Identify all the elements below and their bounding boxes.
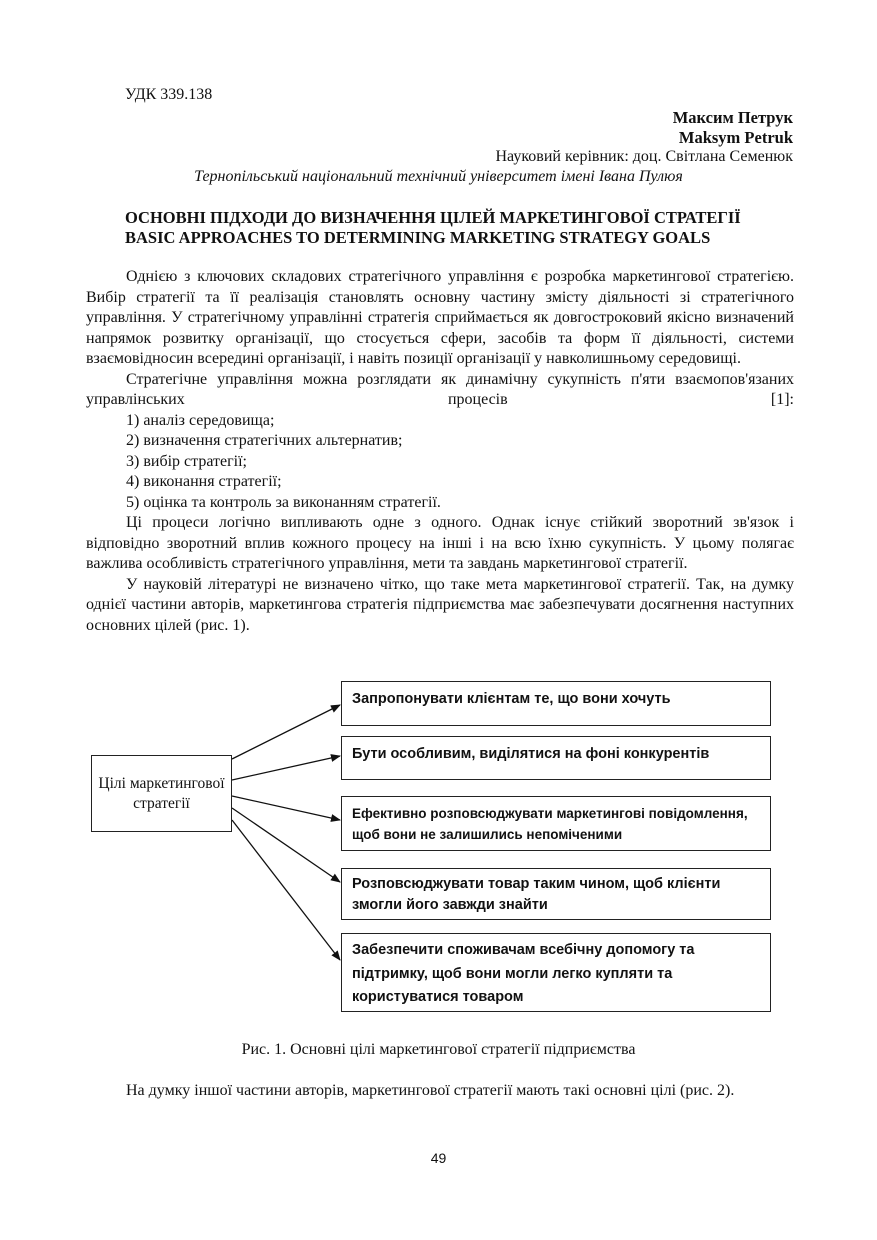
arrow-to-goal-4 <box>232 808 340 882</box>
paragraph-5: На думку іншої частини авторів, маркетингової стратегії мають такі основні цілі (рис. 2). <box>126 1082 735 1099</box>
university-line: Тернопільський національний технічний університет імені Івана Пулюя <box>194 168 683 185</box>
arrow-to-goal-1 <box>232 705 340 759</box>
goal-box-2: Бути особливим, виділятися на фоні конкурентів <box>341 736 771 780</box>
figure-caption: Рис. 1. Основні цілі маркетингової стратегії підприємства <box>241 1041 636 1058</box>
paragraph-3: Ці процеси логічно випливають одне з одного. Однак існує стійкий зворотний зв'язок і відповідно зворотний вплив кожного процесу на інші і на всю їхню сукупність. У цьому полягає важлива особливість стратегічного управління, мети та завдань маркетингової стратегії. <box>86 514 794 572</box>
list-item: 1) аналіз середовища; <box>126 411 275 429</box>
body-text <box>86 267 794 636</box>
paragraph-1: Однією з ключових складових стратегічного управління є розробка маркетингової стратегією. Вибір стратегії та її реалізація становлять основну частину змісту діяльності зі стратегічного управління. У стратегічному управлінні стратегія сприймається як довгостроковий якісно визначений напрямок розвитку організації, що стосується сфери, засобів та форм її діяльності, системи взаємовідносин всередині організації, і навіть позиції організації у навколишньому середовищі. <box>86 268 794 367</box>
list-item: 4) виконання стратегії; <box>126 473 282 490</box>
arrow-to-goal-2 <box>232 756 340 780</box>
closing-text <box>86 1080 794 1101</box>
list-item: 3) вибір стратегії; <box>126 452 247 470</box>
goal-box-3: Ефективно розповсюджувати маркетингові повідомлення, щоб вони не залишились непоміченими <box>341 796 771 851</box>
goals-center-label: Цілі маркетингової стратегії <box>98 774 225 812</box>
paragraph-4: У науковій літературі не визначено чітко, що таке мета маркетингової стратегії. Так, на думку однієї частини авторів, маркетингова стратегія підприємства має забезпечувати досягнення наступних основних цілей (рис. 1). <box>86 575 794 634</box>
paper-title-ua: ОСНОВНІ ПІДХОДИ ДО ВИЗНАЧЕННЯ ЦІЛЕЙ МАРКЕТИНГОВОЇ СТРАТЕГІЇ <box>125 208 741 227</box>
page-number: 49 <box>430 1150 447 1166</box>
arrow-to-goal-3 <box>232 796 340 820</box>
goal-box-4: Розповсюджувати товар таким чином, щоб клієнти змогли його завжди знайти <box>341 868 771 920</box>
goal-box-5: Забезпечити споживачам всебічну допомогу та підтримку, щоб вони могли легко купляти та користуватися товаром <box>341 933 771 1012</box>
arrow-to-goal-5 <box>232 820 340 960</box>
list-item: 2) визначення стратегічних альтернатив; <box>126 432 403 449</box>
goals-center-box <box>91 755 232 832</box>
goal-box-1: Запропонувати клієнтам те, що вони хочуть <box>341 681 771 726</box>
author-name-ua: Максим Петрук <box>672 108 793 127</box>
udk-code: УДК 339.138 <box>125 86 213 103</box>
paper-title-en: BASIC APPROACHES TO DETERMINING MARKETING STRATEGY GOALS <box>125 228 711 247</box>
list-item: 5) оцінка та контроль за виконанням стратегії. <box>126 493 441 511</box>
supervisor-line: Науковий керівник: доц. Світлана Семенюк <box>495 148 793 165</box>
paragraph-2: Стратегічне управління можна розглядати як динамічну сукупність п'яти взаємопов'язаних управлінських процесів [1]: <box>86 370 794 408</box>
author-name-en: Maksym Petruk <box>678 128 793 147</box>
